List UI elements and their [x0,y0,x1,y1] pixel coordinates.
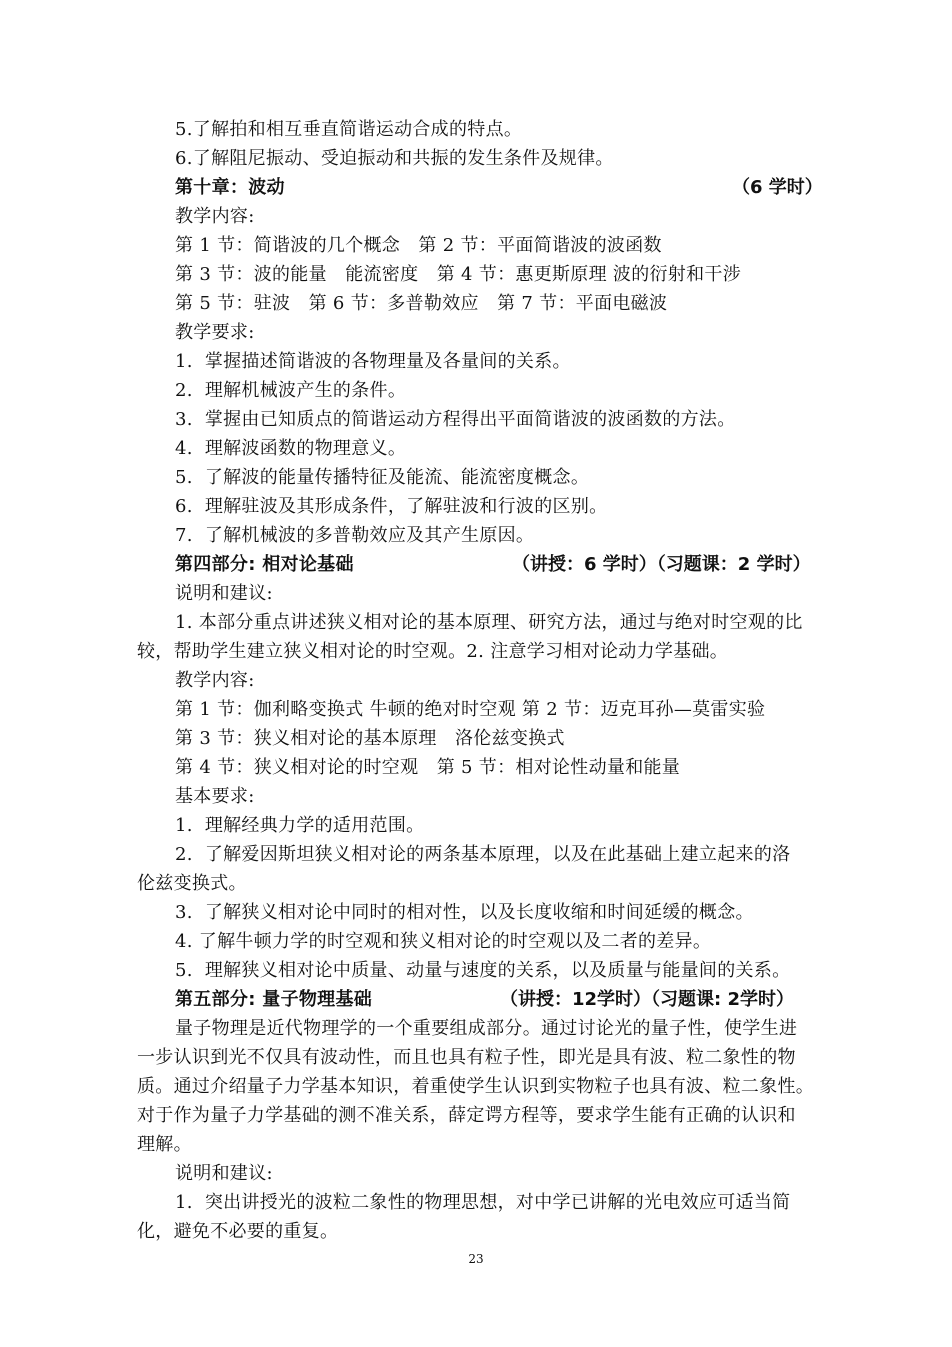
part-title: 第四部分: 相对论基础 [175,554,354,575]
text-line: 5.了解拍和相互垂直简谐运动合成的特点。 [175,119,523,140]
content-label: 教学内容: [175,670,255,691]
paragraph-line: 理解。 [137,1134,192,1155]
paragraph-line: 一步认识到光不仅具有波动性，而且也具有粒子性，即光是具有波、粒二象性的物 [137,1047,796,1068]
requirement-item: 5. 了解波的能量传播特征及能流、能流密度概念。 [175,467,590,488]
chapter-hours: （6 学时） [732,177,823,198]
paragraph-line: 较，帮助学生建立狭义相对论的时空观。2. 注意学习相对论动力学基础。 [137,641,729,662]
section-line: 第 1 节：简谐波的几个概念 第 2 节：平面简谐波的波函数 [175,235,662,256]
page-number: 23 [468,1252,484,1266]
paragraph-line: 量子物理是近代物理学的一个重要组成部分。通过讨论光的量子性，使学生进 [175,1018,798,1039]
requirements-label: 基本要求: [175,786,255,807]
chapter-title: 第十章：波动 [175,177,285,198]
content-label: 教学内容: [175,206,255,227]
part-title: 第五部分: 量子物理基础 [175,989,373,1010]
paragraph-line: 对于作为量子力学基础的测不准关系，薛定谔方程等，要求学生能有正确的认识和 [137,1105,796,1126]
paragraph-line: 1. 突出讲授光的波粒二象性的物理思想，对中学已讲解的光电效应可适当简 [175,1192,791,1213]
part-hours: （讲授：6 学时）（习题课：2 学时） [512,554,811,575]
requirement-item: 伦兹变换式。 [137,873,247,894]
section-line: 第 5 节：驻波 第 6 节：多普勒效应 第 7 节：平面电磁波 [175,293,668,314]
part-hours: （讲授：12学时）（习题课: 2学时） [500,989,795,1010]
requirement-item: 5. 理解狭义相对论中质量、动量与速度的关系，以及质量与能量间的关系。 [175,960,791,981]
section-line: 第 3 节：狭义相对论的基本原理 洛伦兹变换式 [175,728,565,749]
requirement-item: 7. 了解机械波的多普勒效应及其产生原因。 [175,525,535,546]
paragraph-line: 质。通过介绍量子力学基本知识，着重使学生认识到实物粒子也具有波、粒二象性。 [137,1076,815,1097]
section-line: 第 1 节：伽利略变换式 牛顿的绝对时空观 第 2 节：迈克耳孙—莫雷实验 [175,699,766,720]
requirement-item: 3. 掌握由已知质点的简谐运动方程得出平面简谐波的波函数的方法。 [175,409,736,430]
section-line: 第 3 节：波的能量 能流密度 第 4 节：惠更斯原理 波的衍射和干涉 [175,264,742,285]
requirement-item: 4. 了解牛顿力学的时空观和狭义相对论的时空观以及二者的差异。 [175,931,712,952]
requirement-item: 4. 理解波函数的物理意义。 [175,438,407,459]
notes-label: 说明和建议: [175,583,273,604]
requirement-item: 1. 理解经典力学的适用范围。 [175,815,425,836]
requirement-item: 2. 理解机械波产生的条件。 [175,380,407,401]
section-line: 第 4 节：狭义相对论的时空观 第 5 节：相对论性动量和能量 [175,757,681,778]
requirement-item: 6. 理解驻波及其形成条件，了解驻波和行波的区别。 [175,496,608,517]
requirement-item: 3. 了解狭义相对论中同时的相对性，以及长度收缩和时间延缓的概念。 [175,902,754,923]
paragraph-line: 1. 本部分重点讲述狭义相对论的基本原理、研究方法，通过与绝对时空观的比 [175,612,803,633]
paragraph-line: 化，避免不必要的重复。 [137,1221,339,1242]
notes-label: 说明和建议: [175,1163,273,1184]
requirement-item: 1. 掌握描述简谐波的各物理量及各量间的关系。 [175,351,571,372]
text-line: 6.了解阻尼振动、受迫振动和共振的发生条件及规律。 [175,148,614,169]
requirements-label: 教学要求: [175,322,255,343]
requirement-item: 2. 了解爱因斯坦狭义相对论的两条基本原理，以及在此基础上建立起来的洛 [175,844,791,865]
